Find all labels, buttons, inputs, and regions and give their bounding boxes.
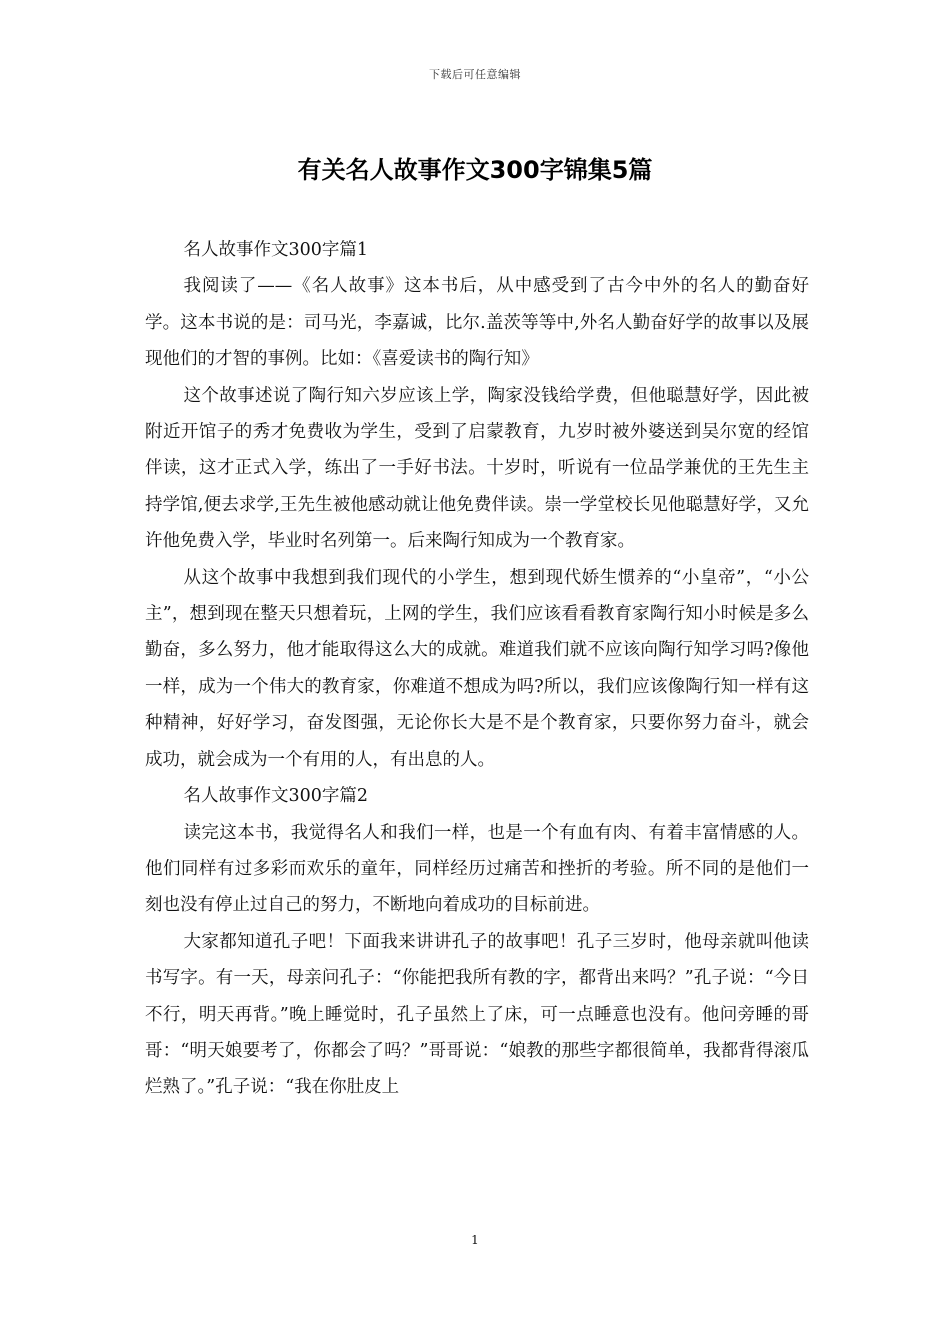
document-title: 有关名人故事作文300字锦集5篇 xyxy=(297,156,653,184)
document-body xyxy=(145,232,809,1106)
paragraph: 读完这本书，我觉得名人和我们一样，也是一个有血有肉、有着丰富情感的人。他们同样有过多彩而欢乐的童年，同样经历过痛苦和挫折的考验。所不同的是他们一刻也没有停止过自己的努力，不断地向着成功的目标前进。 xyxy=(145,822,809,916)
paragraph: 从这个故事中我想到我们现代的小学生，想到现代娇生惯养的“小皇帝”，“小公主”，想到现在整天只想着玩，上网的学生，我们应该看看教育家陶行知小时候是多么勤奋，多么努力，他才能取得这么大的成就。难道我们就不应该向陶行知学习吗?像他一样，成为一个伟大的教育家，你难道不想成为吗?所以，我们应该像陶行知一样有这种精神，好好学习，奋发图强，无论你长大是不是个教育家，只要你努力奋斗，就会成功，就会成为一个有用的人，有出息的人。 xyxy=(145,567,809,770)
paragraph: 大家都知道孔子吧！下面我来讲讲孔子的故事吧！孔子三岁时，他母亲就叫他读书写字。有一天，母亲问孔子：“你能把我所有教的字，都背出来吗？”孔子说：“今日不行，明天再背。”晚上睡觉时，孔子虽然上了床，可一点睡意也没有。他问旁睡的哥哥：“明天娘要考了，你都会了吗？”哥哥说：“娘教的那些字都很简单，我都背得滚瓜烂熟了。”孔子说：“我在你肚皮上 xyxy=(145,931,809,1098)
section-heading: 名人故事作文300字篇2 xyxy=(183,786,369,807)
paragraph: 这个故事述说了陶行知六岁应该上学，陶家没钱给学费，但他聪慧好学，因此被附近开馆子的秀才免费收为学生，受到了启蒙教育，九岁时被外婆送到吴尔宽的经馆伴读，这才正式入学，练出了一手好书法。十岁时，听说有一位品学兼优的王先生主持学馆,便去求学,王先生被他感动就让他免费伴读。崇一学堂校长见他聪慧好学，又允许他免费入学，毕业时名列第一。后来陶行知成为一个教育家。 xyxy=(145,385,809,552)
section-heading: 名人故事作文300字篇1 xyxy=(183,240,369,260)
page-header: 下载后可任意编辑 xyxy=(429,68,521,81)
page-number: 1 xyxy=(471,1233,479,1247)
paragraph: 我阅读了——《名人故事》这本书后，从中感受到了古今中外的名人的勤奋好学。这本书说的是：司马光，李嘉诚，比尔.盖茨等等中,外名人勤奋好学的故事以及展现他们的才智的事例。比如：《喜爱读书的陶行知》 xyxy=(145,276,809,370)
